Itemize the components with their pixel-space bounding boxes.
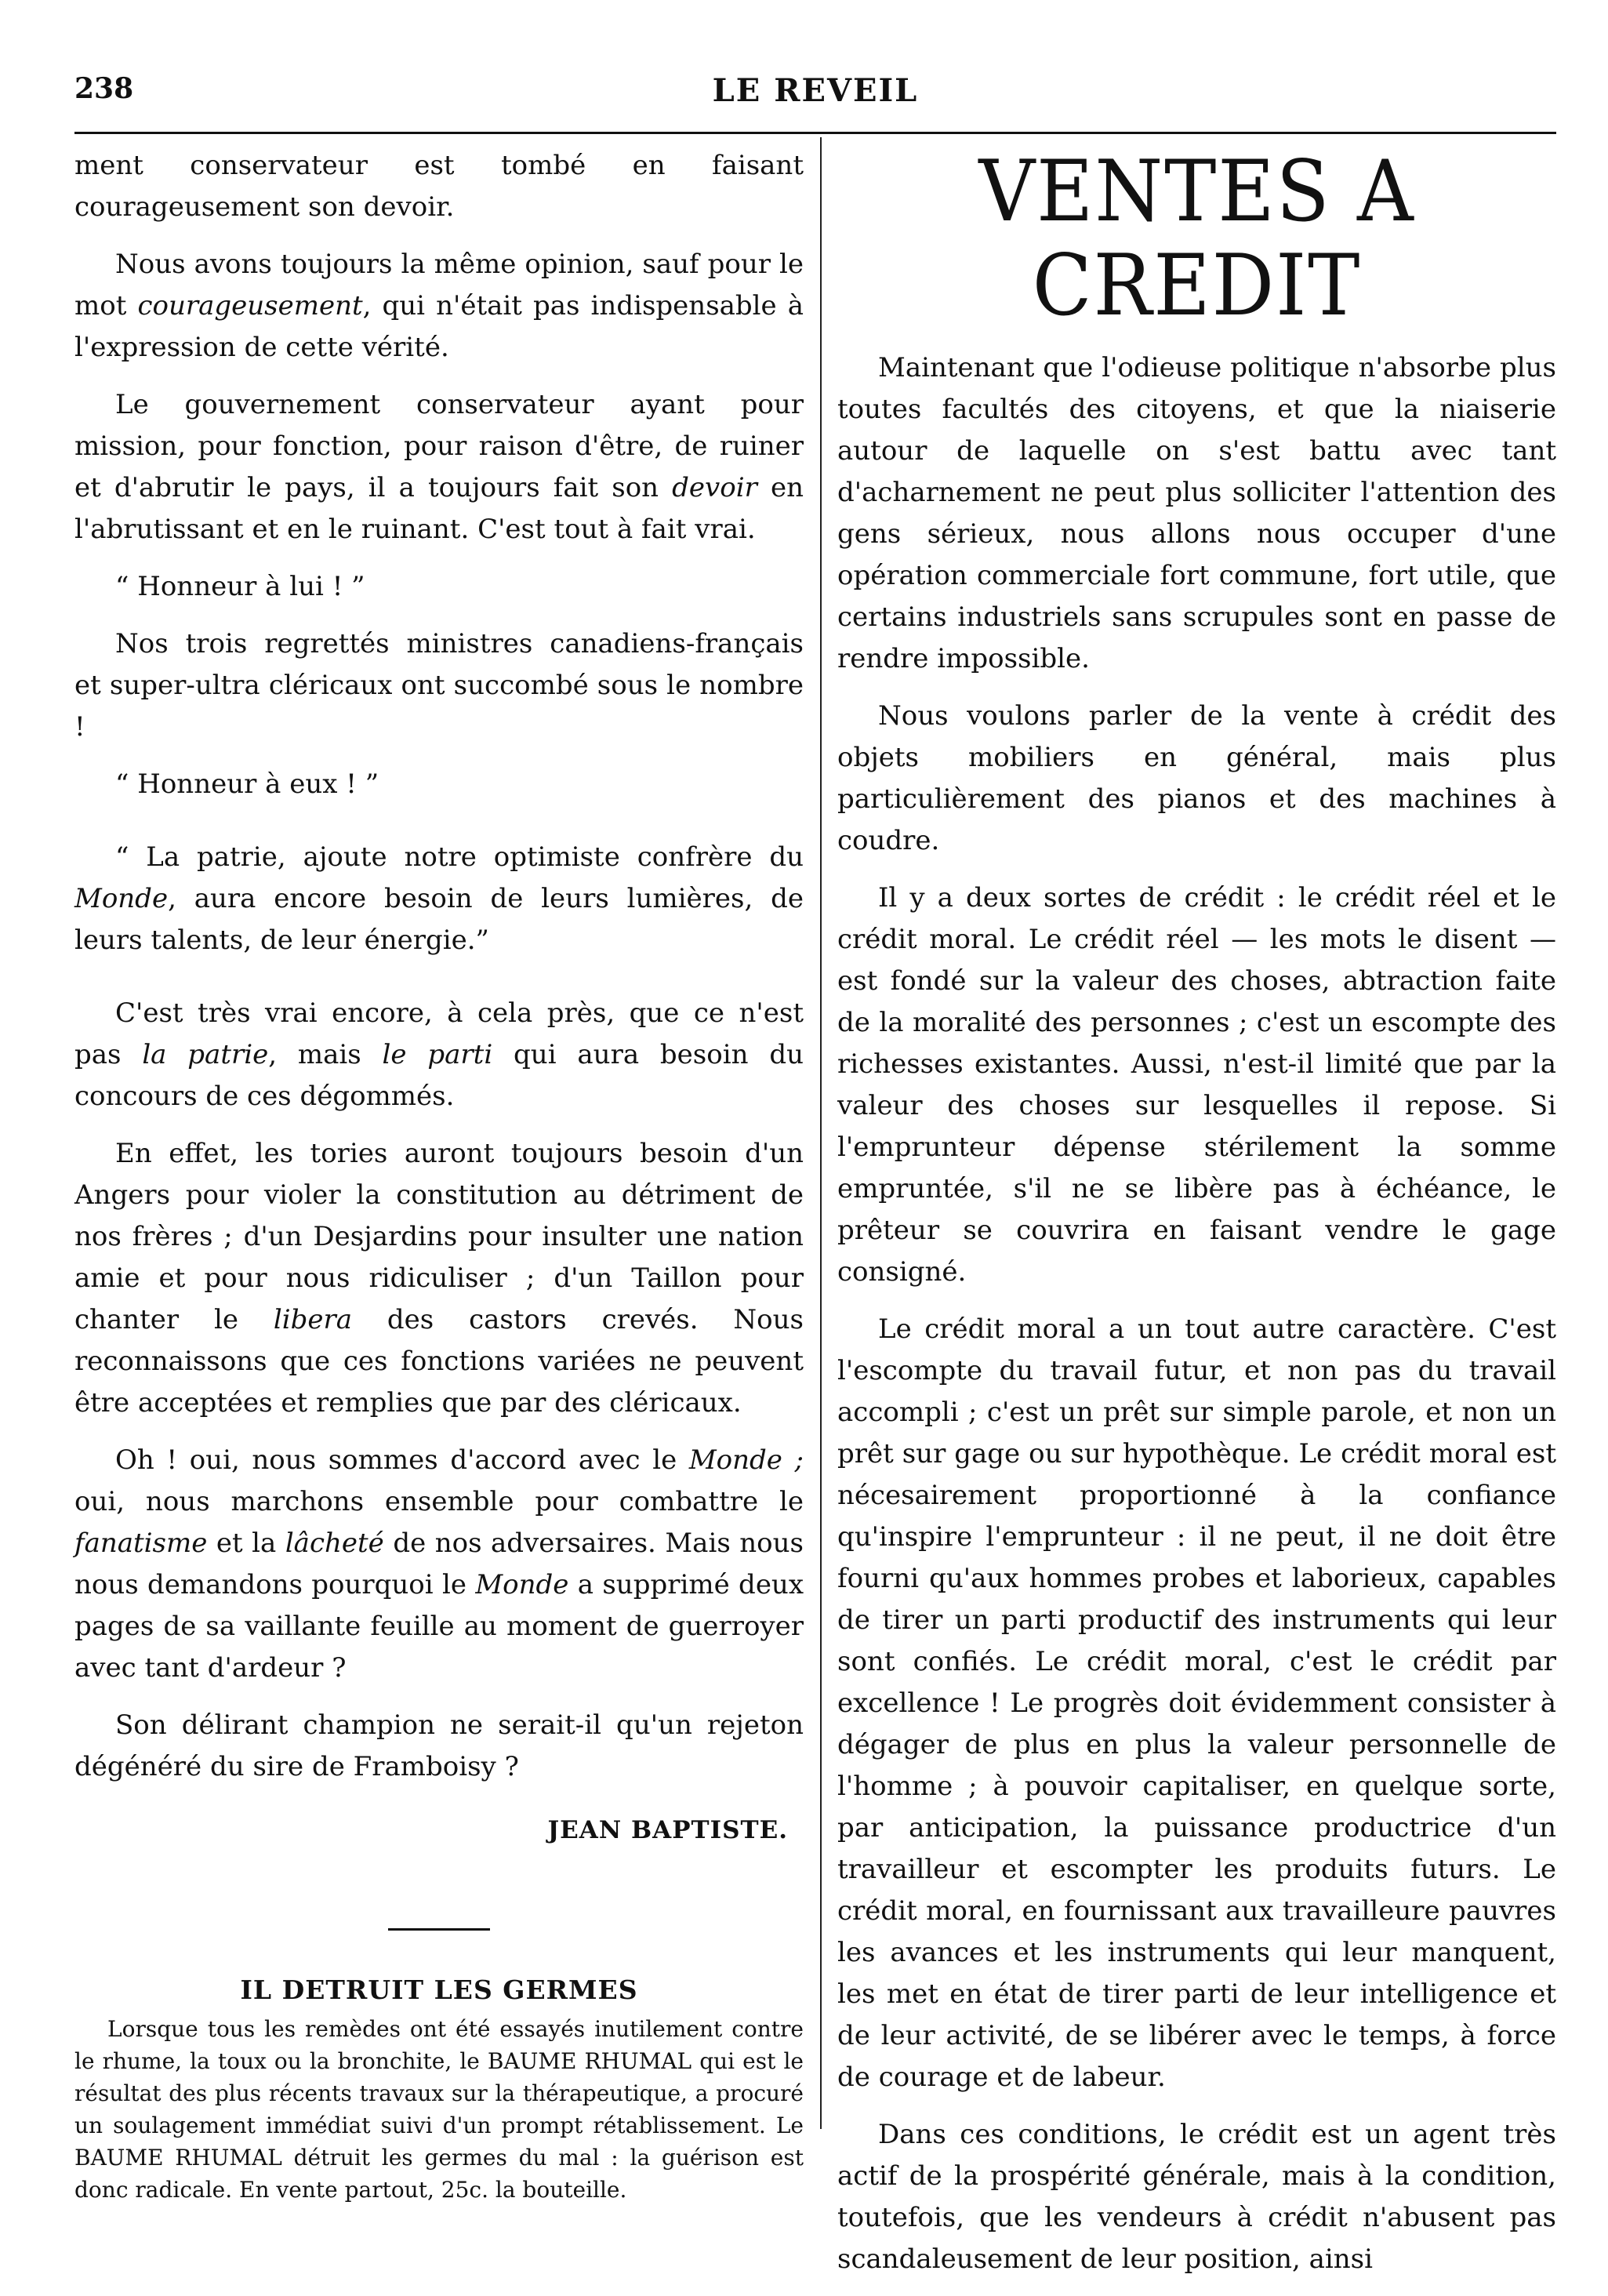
paragraph: [74, 145, 804, 228]
paragraph: [74, 1133, 804, 1424]
text-run: ment conservateur est tombé en faisant courageusement son devoir.: [74, 150, 804, 223]
paragraph: [74, 566, 804, 608]
paragraph: [74, 837, 804, 961]
text-run: , qui n'était pas indispensable à l'expression de cette vérité.: [74, 290, 804, 363]
text-run: de nos adversaires. Mais nous nous demandons pourquoi le: [74, 1528, 804, 1600]
text-run: a supprimé deux pages de sa vaillante feuille au moment de guerroyer avec tant d'ardeur ?: [74, 1569, 804, 1684]
text-run: “ La patrie, ajoute notre optimiste confrère du: [115, 841, 804, 873]
article-title: VENTES A CREDIT: [978, 143, 1415, 335]
text-run: Nos trois regrettés ministres canadiens-français et super-ultra cléricaux ont succombé sous le nombre !: [74, 628, 804, 743]
italic-run: Monde: [74, 883, 169, 914]
paragraph: [74, 623, 804, 748]
text-run: , mais: [268, 1039, 383, 1070]
page-header: [74, 72, 1556, 119]
text-run: “ Honneur à lui ! ”: [115, 571, 365, 602]
paragraph: Le crédit moral a un tout autre caractère. C'est l'escompte du travail futur, et non pas du travail accompli ; c'est un prêt sur simple parole, et non un prêt sur gage ou sur hypothèque. Le crédit moral est nécesairement proportionné à la confiance qu'inspire l'emprunteur : il ne peut, il ne doit être fourni qu'aux hommes probes et laborieux, capables de tirer un parti productif des instruments qui leur sont confiés. Le crédit moral, c'est le crédit par excellence ! Le progrès doit évidemment consister à dégager de plus en plus la valeur personnelle de l'homme ; à pouvoir capitaliser, en quelque sorte, par anticipation, la puissance productrice d'un travailleur et escompter les produits futurs. Le crédit moral, en fournissant aux travailleure pauvres les avances et les instruments qui leur manquent, les met en état de tirer parti de leur intelligence et de leur activité, de se libérer avec le temps, à force de courage et de labeur.: [837, 1313, 1556, 2093]
italic-run: Monde: [475, 1569, 569, 1600]
text-run: des castors crevés. Nous reconnaissons que ces fonctions variées ne peuvent être acceptées et remplies que par des cléricaux.: [74, 1304, 804, 1419]
ad-body: Lorsque tous les remèdes ont été essayés inutilement contre le rhume, la toux ou la bronchite, le BAUME RHUMAL qui est le résultat des plus récents travaux sur la thérapeutique, a procuré un soulagement immédiat suivi d'un prompt rétablissement. Le BAUME RHUMAL détruit les germes du mal : la guérison est donc radicale. En vente partout, 25c. la bouteille.: [74, 2016, 804, 2203]
paragraph: Maintenant que l'odieuse politique n'absorbe plus toutes facultés des citoyens, et que la niaiserie autour de laquelle on s'est battu avec tant d'acharnement ne peut plus solliciter l'attention des gens sérieux, nous allons nous occuper d'une opération commerciale fort commune, fort utile, que certains industriels sans scrupules sont en passe de rendre impossible.: [837, 352, 1556, 674]
paragraph: [74, 1705, 804, 1788]
paragraph: [74, 244, 804, 369]
paragraph: Nous voulons parler de la vente à crédit des objets mobiliers en général, mais plus particulièrement des pianos et des machines à coudre.: [837, 700, 1556, 856]
paragraph: [74, 993, 804, 1117]
italic-run: courageusement: [137, 290, 363, 322]
italic-run: Monde ;: [688, 1444, 804, 1476]
author-signature: JEAN BAPTISTE.: [547, 1816, 788, 1844]
text-run: Oh ! oui, nous sommes d'accord avec le: [115, 1444, 689, 1476]
newspaper-title: LE REVEIL: [712, 72, 919, 109]
text-run: Nous avons toujours la même opinion, sauf pour le mot: [74, 249, 804, 322]
text-run: Le gouvernement conservateur ayant pour mission, pour fonction, pour raison d'être, de ruiner et d'abrutir le pays, il a toujours fait son: [74, 389, 804, 503]
text-run: C'est très vrai encore, à cela près, que ce n'est pas: [74, 997, 804, 1070]
section-rule: [388, 1928, 490, 1931]
right-column: [837, 145, 1556, 2296]
ad-title: IL DETRUIT LES GERMES: [240, 1974, 638, 2005]
paragraph: Dans ces conditions, le crédit est un agent très actif de la prospérité générale, mais à la condition, toutefois, que les vendeurs à crédit n'abusent pas scandaleusement de leur position, ainsi: [837, 2119, 1556, 2275]
text-run: En effet, les tories auront toujours besoin d'un Angers pour violer la constitution au détriment de nos frères ; d'un Desjardins pour insulter une nation amie et pour nous ridiculiser ; d'un Taillon pour chanter le: [74, 1138, 804, 1335]
italic-run: fanatisme: [74, 1528, 208, 1559]
italic-run: la patrie: [142, 1039, 269, 1070]
text-run: oui, nous marchons ensemble pour combattre le: [74, 1486, 804, 1517]
text-run: et la: [207, 1528, 285, 1559]
paragraph: Il y a deux sortes de crédit : le crédit réel et le crédit moral. Le crédit réel — les mots le disent — est fondé sur la valeur des choses, abtraction faite de la moralité des personnes ; c'est un escompte des richesses existantes. Aussi, n'est-il limité que par la valeur des choses sur lesquelles il repose. Si l'emprunteur dépense stérilement la somme empruntée, s'il ne se libère pas à échéance, le prêteur se couvrira en faisant vendre le gage consigné.: [837, 882, 1556, 1288]
left-column: [74, 145, 804, 2206]
italic-run: le parti: [382, 1039, 493, 1070]
header-rule: [74, 132, 1556, 134]
paragraph: [74, 764, 804, 805]
text-run: qui aura besoin du concours de ces dégommés.: [74, 1039, 804, 1112]
paragraph: [74, 1440, 804, 1689]
italic-run: lâcheté: [285, 1528, 384, 1559]
text-run: , aura encore besoin de leurs lumières, de leurs talents, de leur énergie.”: [74, 883, 804, 956]
advertisement: [74, 1974, 804, 2206]
italic-run: libera: [273, 1304, 353, 1335]
column-divider: [820, 137, 822, 2129]
text-run: en l'abrutissant et en le ruinant. C'est tout à fait vrai.: [74, 472, 804, 545]
text-run: Son délirant champion ne serait-il qu'un rejeton dégénéré du sire de Framboisy ?: [74, 1709, 804, 1782]
italic-run: devoir: [672, 472, 757, 503]
page-number: 238: [74, 72, 134, 105]
text-run: “ Honneur à eux ! ”: [115, 768, 379, 800]
paragraph: [74, 384, 804, 550]
